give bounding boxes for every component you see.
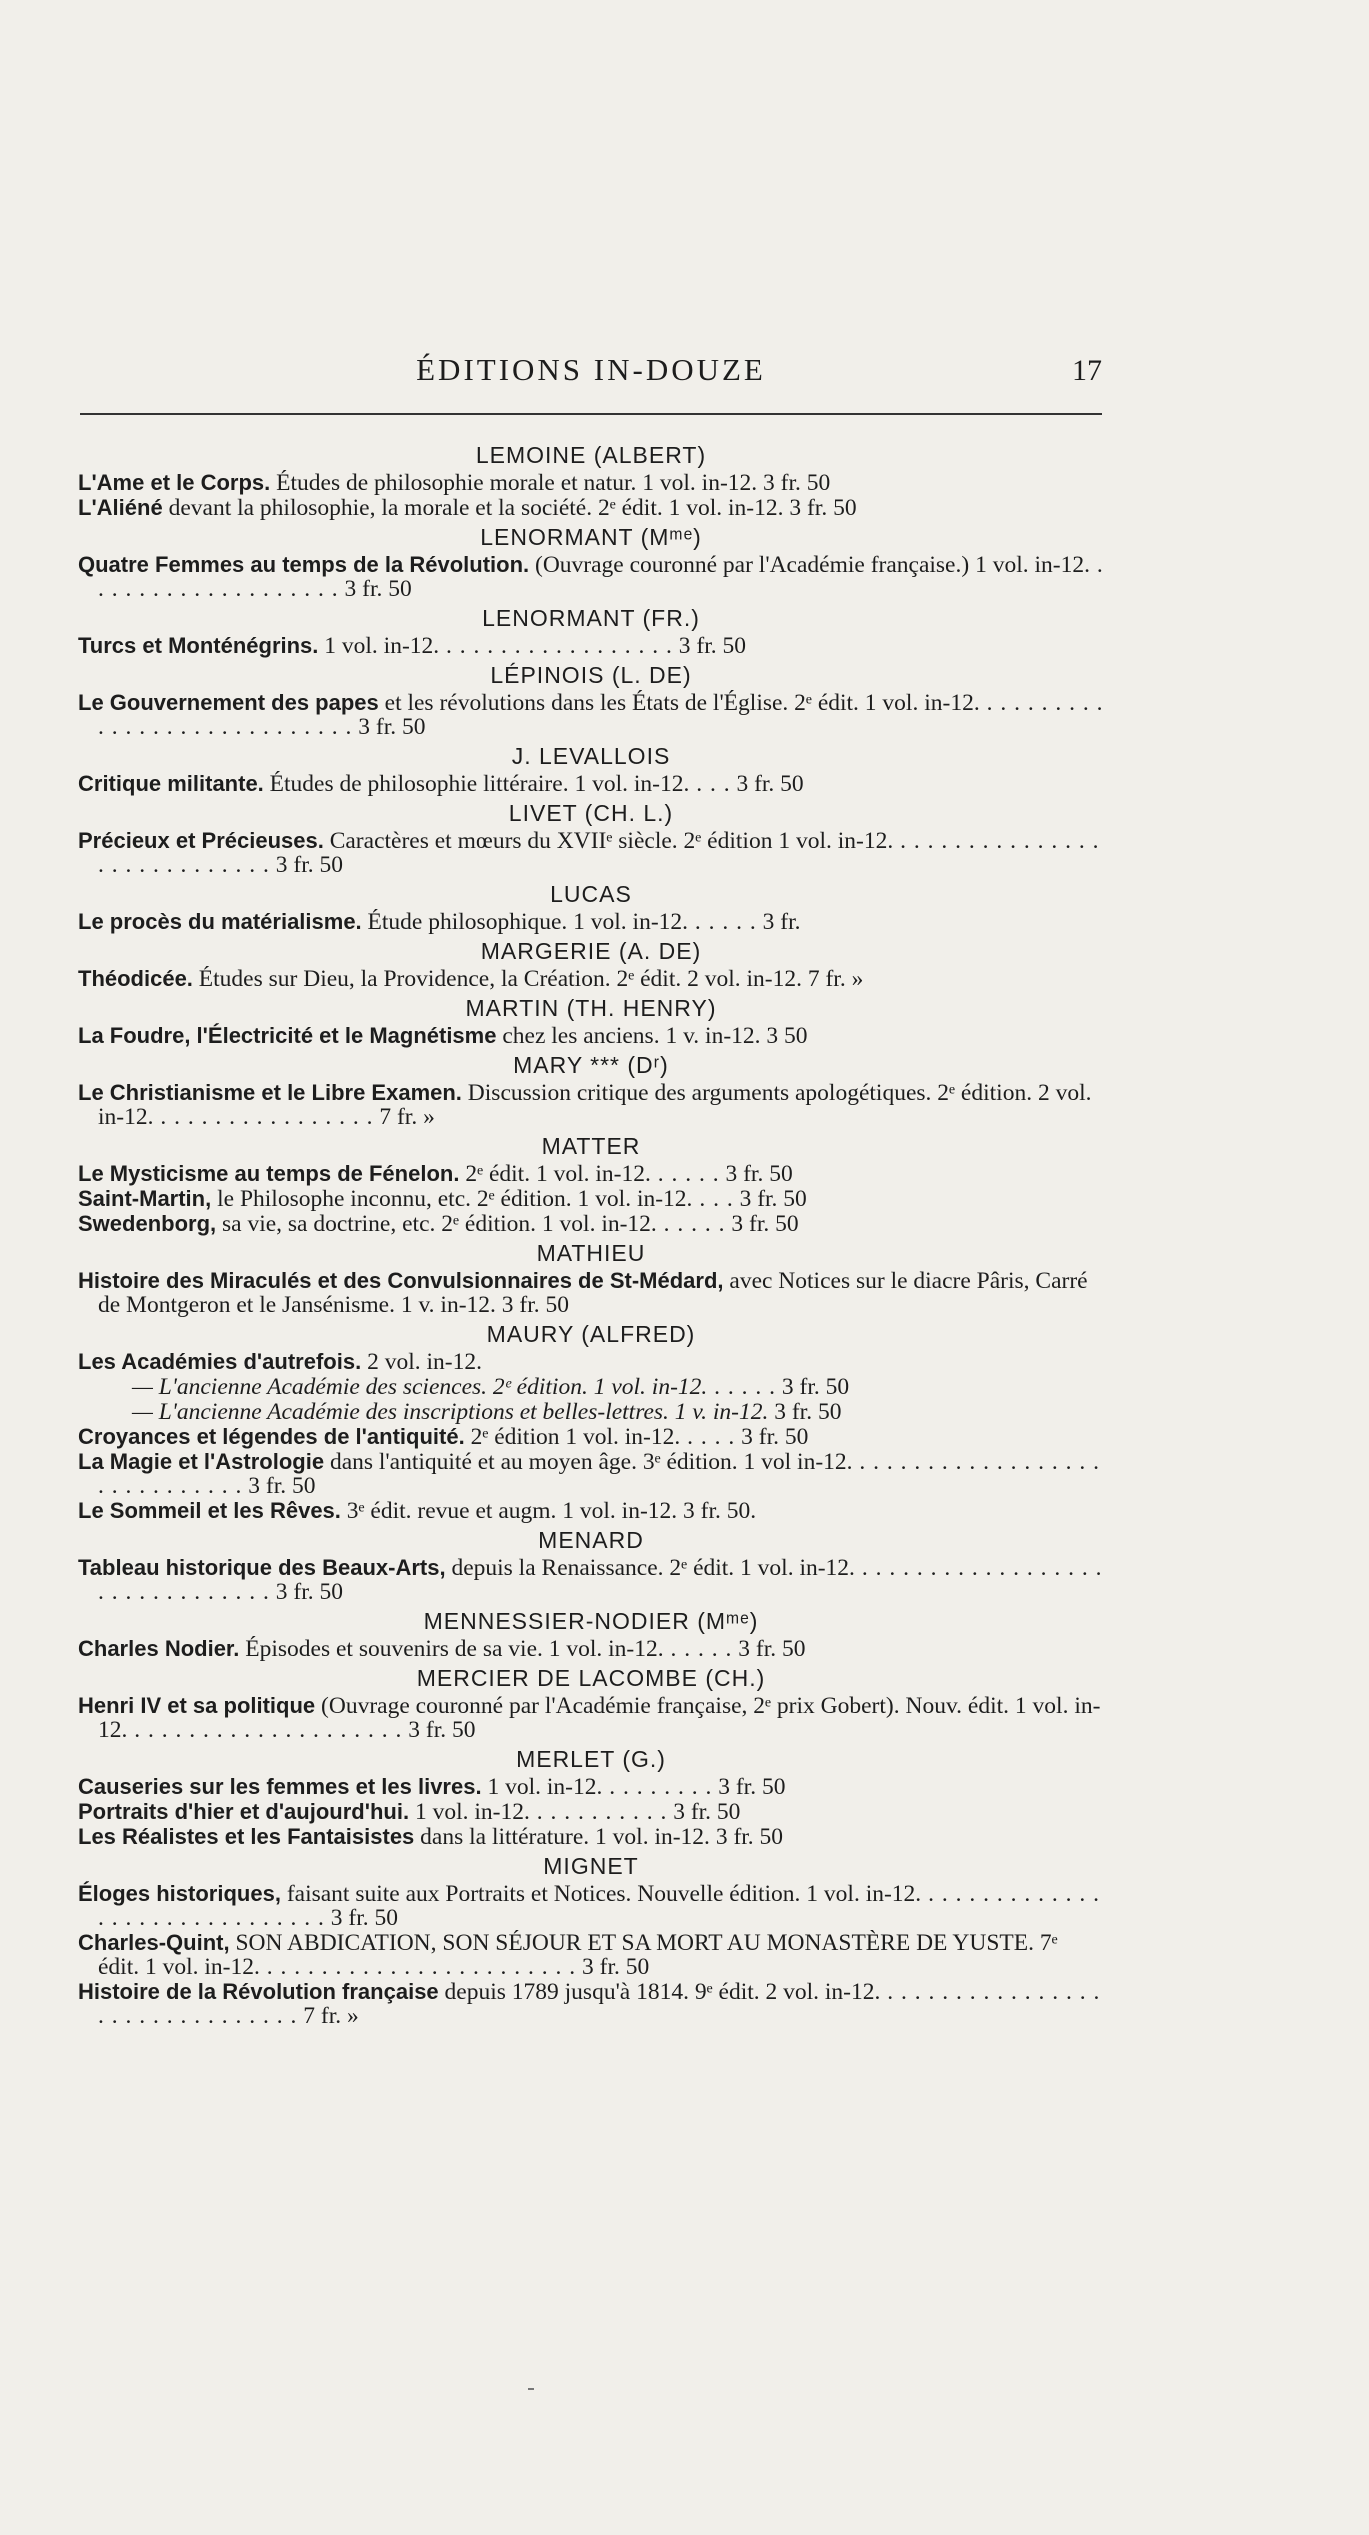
book-description: Discussion critique des arguments apologétiques. 2ᵉ édition. 2 vol. in-12.	[98, 1080, 1092, 1130]
book-title: Critique militante.	[78, 771, 264, 796]
book-title: Charles-Quint,	[78, 1930, 230, 1955]
author-heading: MAURY (ALFRED)	[486, 1321, 696, 1347]
book-entry	[78, 772, 1104, 796]
book-description: 3ᵉ édit. revue et augm. 1 vol. in-12.	[340, 1498, 678, 1524]
book-price: 3 fr. 50	[352, 714, 426, 740]
author-heading: MIGNET	[543, 1853, 639, 1879]
book-price: 3 fr. 50	[269, 852, 343, 878]
book-description: depuis la Renaissance. 2ᵉ édit. 1 vol. in-12.	[445, 1555, 855, 1581]
book-title: Le Sommeil et les Rêves.	[78, 1498, 341, 1523]
page-number: 17	[1072, 354, 1102, 387]
author-heading: MATTER	[541, 1133, 641, 1159]
book-description: Études de philosophie littéraire. 1 vol. in-12.	[263, 771, 690, 797]
book-description: avec Notices sur le diacre Pâris, Carré de Montgeron et le Jansénisme. 1 v. in-12.	[98, 1268, 1088, 1318]
book-entry	[78, 1212, 1104, 1236]
book-title: Charles Nodier.	[78, 1636, 240, 1661]
book-entry	[78, 1556, 1104, 1604]
book-title: Quatre Femmes au temps de la Révolution.	[78, 552, 530, 577]
book-description: (Ouvrage couronné par l'Académie française, 2ᵉ prix Gobert). Nouv. édit. 1 vol. in-12.	[98, 1693, 1101, 1743]
book-description: 2 vol. in-12.	[361, 1349, 482, 1375]
book-entry	[78, 1450, 1104, 1498]
book-description: — L'ancienne Académie des sciences. 2ᵉ édition. 1 vol. in-12.	[132, 1374, 708, 1400]
book-title: Les Réalistes et les Fantaisistes	[78, 1824, 415, 1849]
book-title: Portraits d'hier et d'aujourd'hui.	[78, 1799, 410, 1824]
book-entry	[78, 1800, 1104, 1824]
book-description: 1 vol. in-12.	[481, 1774, 603, 1800]
book-entry	[78, 1931, 1104, 1979]
running-title: ÉDITIONS IN-DOUZE	[416, 352, 766, 387]
author-heading: MENNESSIER-NODIER (Mᵐᵉ)	[423, 1608, 759, 1634]
book-price: 3 fr. 50	[768, 1399, 842, 1425]
leader-dots: . . . . . . . . . . . . . . . . . . .	[98, 552, 1104, 602]
book-entry	[78, 829, 1104, 877]
book-title: Croyances et légendes de l'antiquité.	[78, 1424, 465, 1449]
author-heading: LEMOINE (ALBERT)	[475, 442, 707, 468]
book-entry	[78, 910, 1104, 934]
book-title: Histoire de la Révolution française	[78, 1979, 439, 2004]
book-title: Éloges historiques,	[78, 1881, 281, 1906]
author-heading: MARY *** (Dʳ)	[513, 1052, 669, 1078]
book-description: 2ᵉ édit. 1 vol. in-12.	[459, 1161, 651, 1187]
author-heading: J. LEVALLOIS	[511, 743, 671, 769]
leader-dots: . . . . . . . . . . . . . . . . . . . .	[127, 1717, 403, 1743]
book-price: 3 fr. 50	[709, 1824, 784, 1850]
book-title: Swedenborg,	[78, 1211, 217, 1236]
author-heading: LUCAS	[550, 881, 632, 907]
author-heading: LENORMANT (FR.)	[482, 605, 700, 631]
book-description: (Ouvrage couronné par l'Académie française.) 1 vol. in-12.	[529, 552, 1090, 578]
author-heading: MARTIN (TH. HENRY)	[465, 995, 717, 1021]
book-entry	[78, 1825, 1104, 1849]
book-price: 3 fr. 50	[672, 633, 747, 659]
book-description: 1 vol. in-12.	[409, 1799, 530, 1825]
book-title: Les Académies d'autrefois.	[78, 1349, 362, 1374]
page-header	[80, 352, 1102, 392]
book-title: Saint-Martin,	[78, 1186, 212, 1211]
book-description: dans la littérature. 1 vol. in-12.	[414, 1824, 710, 1850]
book-entry	[78, 1882, 1104, 1930]
book-price: 3 fr. 50	[402, 1717, 476, 1743]
book-description: chez les anciens. 1 v. in-12.	[496, 1023, 761, 1049]
leader-dots: . . . . . . . . . . . . . . . . . . . . . . . . . . . . . .	[98, 1881, 1100, 1931]
book-description: Études sur Dieu, la Providence, la Création. 2ᵉ édit. 2 vol. in-12.	[192, 966, 802, 992]
leader-dots: . . . . . . . . . . . . . . . . . . . . . . . . . . . . . . .	[98, 1979, 1101, 2029]
book-entry	[78, 471, 1104, 495]
book-title: Le procès du matérialisme.	[78, 909, 362, 934]
book-description: depuis 1789 jusqu'à 1814. 9ᵉ édit. 2 vol. in-12.	[438, 1979, 881, 2005]
book-title: La Foudre, l'Électricité et le Magnétisme	[78, 1023, 497, 1048]
leader-dots: . . . . . . . . . . . . . . . . . . . . . . . . . . . .	[98, 690, 1104, 740]
book-price: 3 fr. 50.	[677, 1498, 757, 1524]
book-description: Épisodes et souvenirs de sa vie. 1 vol. in-12.	[239, 1636, 664, 1662]
book-entry	[78, 1269, 1104, 1317]
book-entry	[78, 1499, 1104, 1523]
author-heading: LIVET (CH. L.)	[508, 800, 674, 826]
book-entry	[78, 1162, 1104, 1186]
book-title: Turcs et Monténégrins.	[78, 633, 319, 658]
leader-dots: . . . .	[680, 1424, 736, 1450]
leader-dots: . . . . . . . . . . . . . . . . . . . . . . .	[259, 1954, 577, 1980]
book-entry	[78, 1350, 1104, 1374]
book-price: 3 fr. 50	[733, 1186, 807, 1212]
book-description: sa vie, sa doctrine, etc. 2ᵉ édition. 1 vol. in-12.	[216, 1211, 657, 1237]
book-entry	[78, 1694, 1104, 1742]
author-heading: MATHIEU	[536, 1240, 646, 1266]
book-entry	[78, 1637, 1104, 1661]
book-price: 3 fr. 50	[719, 1161, 793, 1187]
book-price: 7 fr. »	[801, 966, 864, 992]
book-price: 3 fr. 50	[495, 1292, 570, 1318]
book-price: 3 fr. 50	[732, 1636, 806, 1662]
leader-dots: . . . . . . . . . . . . . . . . .	[439, 633, 673, 659]
book-price: 7 fr. »	[373, 1104, 435, 1130]
book-entry	[78, 1400, 1104, 1424]
leader-dots: . . .	[692, 1186, 734, 1212]
book-description: 1 vol. in-12.	[318, 633, 440, 659]
scan-mark	[528, 2388, 534, 2390]
book-price: 3 fr. 50	[338, 576, 412, 602]
book-description: SON ABDICATION, SON SÉJOUR ET SA MORT AU MONASTÈRE DE YUSTE. 7ᵉ édit. 1 vol. in-12.	[98, 1930, 1058, 1980]
book-price: 3 fr. 50	[269, 1579, 343, 1605]
book-description: Étude philosophique. 1 vol. in-12.	[361, 909, 689, 935]
book-entry	[78, 1425, 1104, 1449]
leader-dots: . . . . . . . . . .	[529, 1799, 668, 1825]
book-description: Études de philosophie morale et natur. 1 vol. in-12.	[270, 470, 758, 496]
book-description: 2ᵉ édition 1 vol. in-12.	[464, 1424, 681, 1450]
book-title: L'Ame et le Corps.	[78, 470, 271, 495]
book-price: 3 fr. 50	[783, 495, 857, 521]
leader-dots: . . . . .	[707, 1374, 777, 1400]
leader-dots: . . . . . . . . . . . . . . . . . . . . . . . . . . . .	[98, 828, 1100, 878]
book-price: 3 fr. 50	[324, 1905, 398, 1931]
author-heading: MARGERIE (A. DE)	[480, 938, 702, 964]
book-price: 3 fr. 50	[712, 1774, 786, 1800]
book-price: 3 fr. 50	[667, 1799, 741, 1825]
book-description: devant la philosophie, la morale et la société. 2ᵉ édit. 1 vol. in-12.	[162, 495, 784, 521]
book-entry	[78, 553, 1104, 601]
leader-dots: . . .	[689, 771, 731, 797]
leader-dots: . . . . . . . . . . . . . . . . . . . . . . . . . . . . .	[98, 1449, 1101, 1499]
leader-dots: . . . . .	[650, 1161, 720, 1187]
leader-dots: . . . . .	[663, 1636, 733, 1662]
book-title: Le Gouvernement des papes	[78, 690, 379, 715]
leader-dots: . . . . . . . . . . . . . . . . . . . . . . . . . . . . . . .	[98, 1555, 1103, 1605]
book-description: dans l'antiquité et au moyen âge. 3ᵉ édition. 1 vol in-12.	[324, 1449, 853, 1475]
book-entry	[78, 1375, 1104, 1399]
author-heading: LENORMANT (Mᵐᵉ)	[480, 524, 702, 550]
book-price: 3 fr. 50	[757, 470, 831, 496]
book-title: Causeries sur les femmes et les livres.	[78, 1774, 482, 1799]
book-price: 3 fr.	[756, 909, 801, 935]
leader-dots: . . . . . . . .	[602, 1774, 713, 1800]
leader-dots: . . . . .	[688, 909, 757, 935]
book-description: le Philosophe inconnu, etc. 2ᵉ édition. 1 vol. in-12.	[211, 1186, 693, 1212]
book-entry	[78, 496, 1104, 520]
author-heading: MERLET (G.)	[516, 1746, 666, 1772]
book-price: 3 fr. 50	[776, 1374, 850, 1400]
book-entry	[78, 634, 1104, 658]
book-description: et les révolutions dans les États de l'Église. 2ᵉ édit. 1 vol. in-12.	[378, 690, 980, 716]
author-heading: MENARD	[538, 1527, 644, 1553]
book-entry	[78, 1024, 1104, 1048]
book-entry	[78, 1187, 1104, 1211]
leader-dots: . . . . . . . . . . . . . . . .	[153, 1104, 374, 1130]
catalogue	[78, 438, 1104, 2029]
book-price: 3 fr. 50	[242, 1473, 316, 1499]
book-description: — L'ancienne Académie des inscriptions et belles-lettres. 1 v. in-12.	[132, 1399, 769, 1425]
book-entry	[78, 1980, 1104, 2028]
book-price: 3 fr. 50	[730, 771, 804, 797]
book-entry	[78, 691, 1104, 739]
author-heading: LÉPINOIS (L. DE)	[490, 662, 692, 688]
book-entry	[78, 1775, 1104, 1799]
header-rule	[80, 413, 1102, 415]
book-title: Le Mysticisme au temps de Fénelon.	[78, 1161, 460, 1186]
book-title: Le Christianisme et le Libre Examen.	[78, 1080, 462, 1105]
book-title: L'Aliéné	[78, 495, 163, 520]
book-description: faisant suite aux Portraits et Notices. Nouvelle édition. 1 vol. in-12.	[280, 1881, 922, 1907]
book-title: Précieux et Précieuses.	[78, 828, 324, 853]
book-description: Caractères et mœurs du XVIIᵉ siècle. 2ᵉ édition 1 vol. in-12.	[323, 828, 894, 854]
book-price: 3 fr. 50	[576, 1954, 650, 1980]
book-title: Histoire des Miraculés et des Convulsionnaires de St-Médard,	[78, 1268, 724, 1293]
book-title: Théodicée.	[78, 966, 193, 991]
book-entry	[78, 967, 1104, 991]
book-title: Tableau historique des Beaux-Arts,	[78, 1555, 446, 1580]
book-price: 3 50	[760, 1023, 808, 1049]
leader-dots: . . . . .	[656, 1211, 726, 1237]
book-title: Henri IV et sa politique	[78, 1693, 316, 1718]
book-title: La Magie et l'Astrologie	[78, 1449, 325, 1474]
author-heading: MERCIER DE LACOMBE (CH.)	[416, 1665, 766, 1691]
book-price: 3 fr. 50	[725, 1211, 799, 1237]
book-price: 7 fr. »	[297, 2003, 359, 2029]
book-entry	[78, 1081, 1104, 1129]
book-price: 3 fr. 50	[735, 1424, 809, 1450]
